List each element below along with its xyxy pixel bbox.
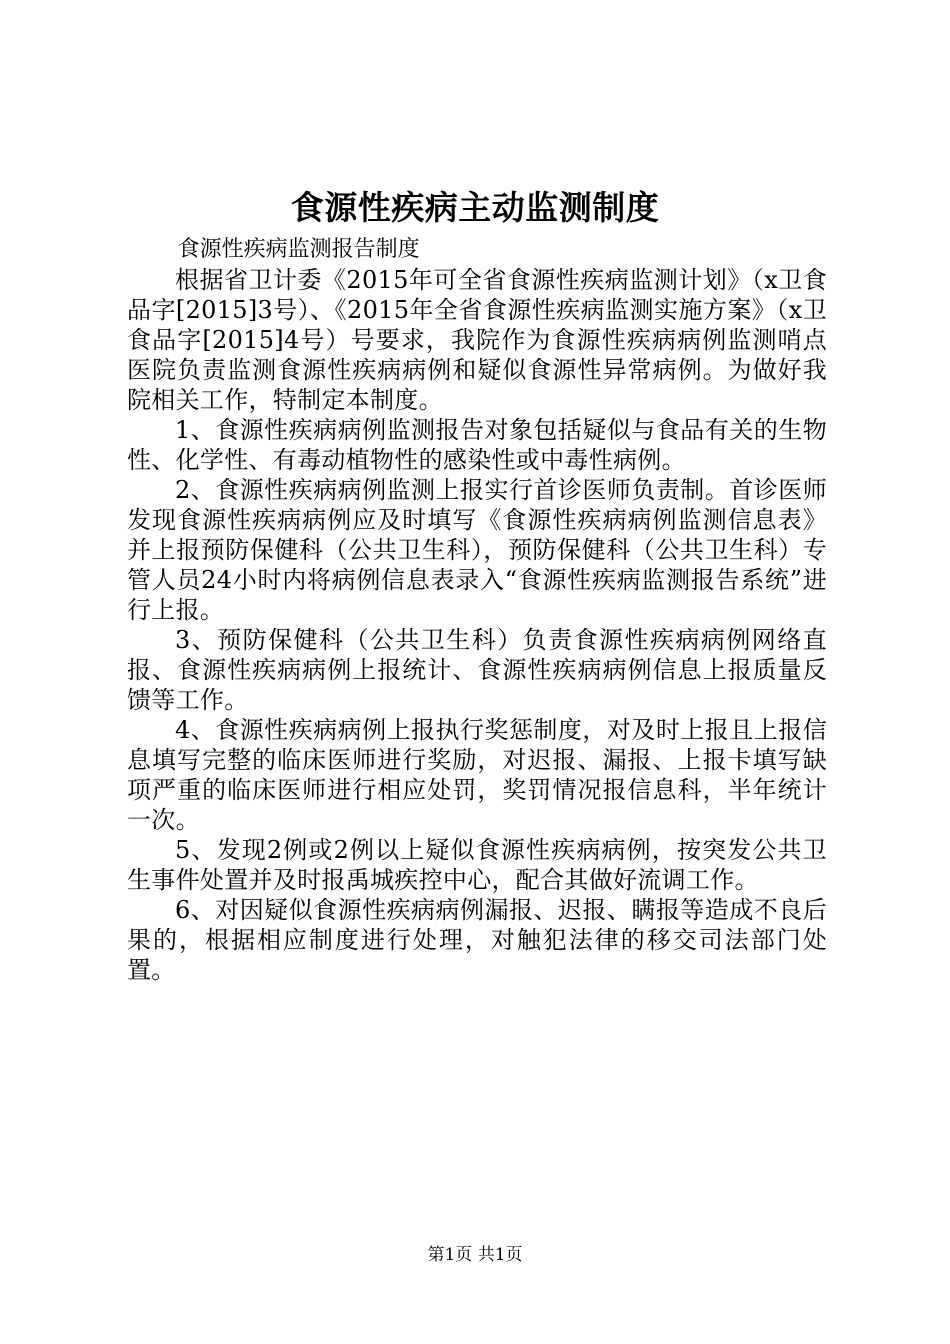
document-body: [127, 235, 827, 985]
document-subtitle: 食源性疾病监测报告制度: [177, 237, 420, 262]
paragraph-item-6: 6、对因疑似食源性疾病病例漏报、迟报、瞒报等造成不良后果的，根据相应制度进行处理，对触犯法律的移交司法部门处置。: [127, 896, 827, 984]
paragraph-item-5: 5、发现2例或2例以上疑似食源性疾病病例，按突发公共卫生事件处置并及时报禹城疾控中心，配合其做好流调工作。: [127, 836, 827, 894]
paragraph-item-1: 1、食源性疾病病例监测报告对象包括疑似与食品有关的生物性、化学性、有毒动植物性的感染性或中毒性病例。: [127, 416, 827, 474]
paragraph-item-2: 2、食源性疾病病例监测上报实行首诊医师负责制。首诊医师发现食源性疾病病例应及时填写《食源性疾病病例监测信息表》并上报预防保健科（公共卫生科），预防保健科（公共卫生科）专管人员24小时内将病例信息表录入“食源性疾病监测报告系统”进行上报。: [127, 476, 827, 624]
document-title: 食源性疾病主动监测制度: [290, 188, 660, 227]
paragraph-intro: 根据省卫计委《2015年可全省食源性疾病监测计划》（x卫食品字[2015]3号）、《2015年全省食源性疾病监测实施方案》（x卫食品字[2015]4号）号要求，我院作为食源性疾病病例监测哨点医院负责监测食源性疾病病例和疑似食源性异常病例。为做好我院相关工作，特制定本制度。: [127, 266, 827, 414]
paragraph-item-3: 3、预防保健科（公共卫生科）负责食源性疾病病例网络直报、食源性疾病病例上报统计、食源性疾病病例信息上报质量反馈等工作。: [127, 626, 827, 714]
paragraph-item-4: 4、食源性疾病病例上报执行奖惩制度，对及时上报且上报信息填写完整的临床医师进行奖励，对迟报、漏报、上报卡填写缺项严重的临床医师进行相应处罚，奖罚情况报信息科，半年统计一次。: [127, 716, 827, 834]
page-number-footer: 第1页 共1页: [427, 1245, 523, 1265]
